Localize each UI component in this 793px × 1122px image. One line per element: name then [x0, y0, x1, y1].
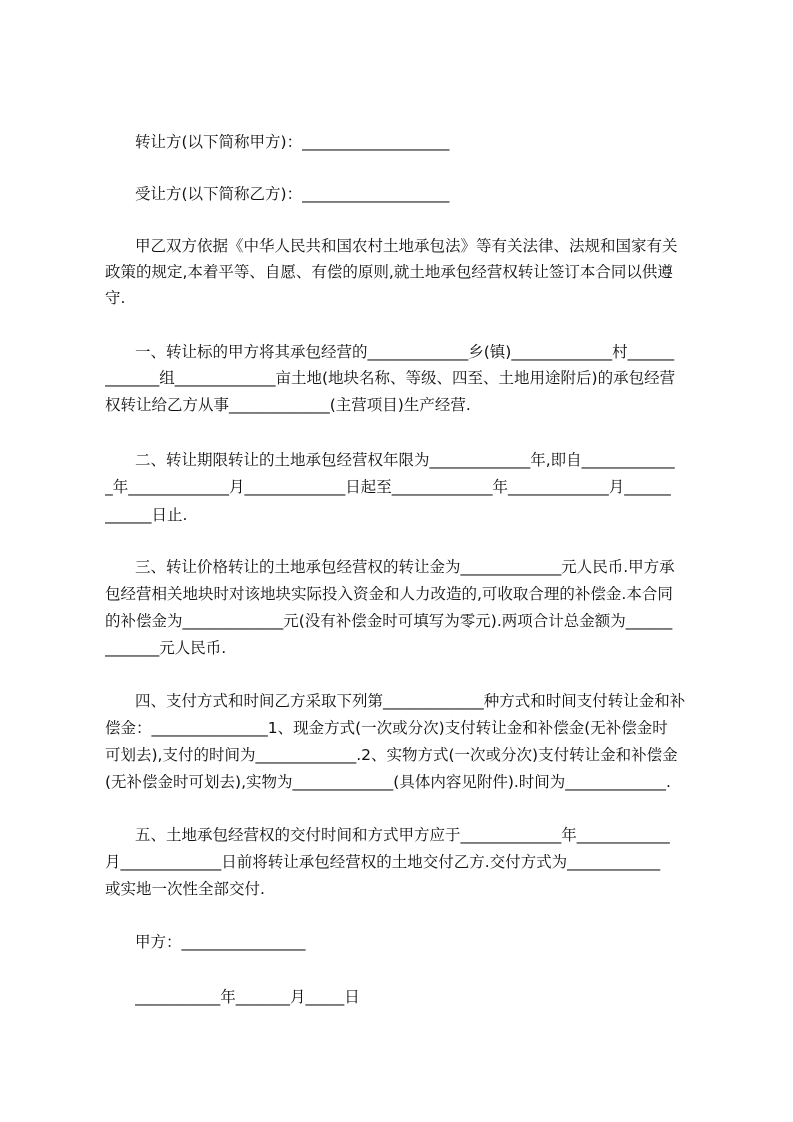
clause-3-line-1: 三、转让价格转让的土地承包经营权的转让金为_____________元人民币.甲方承 — [135, 558, 675, 576]
clause-1-line-1: 一、转让标的甲方将其承包经营的_____________乡(镇)_____________村______ — [135, 343, 675, 361]
preamble-line-3: 守. — [105, 289, 126, 307]
clause-1-line-3: 权转让给乙方从事_____________(主营项目)生产经营. — [105, 396, 471, 414]
clause-5-line-1: 五、土地承包经营权的交付时间和方式甲方应于_____________年____________ — [135, 826, 670, 844]
preamble-line-1: 甲乙双方依据《中华人民共和国农村土地承包法》等有关法律、法规和国家有关 — [135, 237, 678, 255]
clause-4-line-3: 可划去),支付的时间为_____________.2、实物方式(一次或分次)支付转让金和补偿金 — [105, 746, 678, 764]
clause-3-line-3: 的补偿金为_____________元(没有补偿金时可填写为零元).两项合计总金额为______ — [105, 612, 673, 630]
clause-2-line-3: ______日止. — [105, 506, 188, 524]
clause-1-line-2: _______组_____________亩土地(地块名称、等级、四至、土地用途附后)的承包经营 — [105, 369, 676, 387]
party-a-signature-line: 甲方：________________ — [135, 933, 306, 951]
clause-5-line-3: 或实地一次性全部交付. — [105, 880, 265, 898]
signature-date-line: ___________年_______月_____日 — [135, 988, 360, 1006]
clause-5-line-2: 月_____________日前将转让承包经营权的土地交付乙方.交付方式为____________ — [105, 853, 661, 871]
clause-3-line-4: _______元人民币. — [105, 639, 227, 657]
clause-4-line-1: 四、支付方式和时间乙方采取下列第_____________种方式和时间支付转让金和补 — [135, 692, 686, 710]
clause-4-line-2: 偿金：_______________1、现金方式(一次或分次)支付转让金和补偿金(无补偿金时 — [105, 719, 668, 737]
clause-4-line-4: (无补偿金时可划去),实物为_____________(具体内容见附件).时间为_____________. — [105, 773, 671, 791]
clause-3-line-2: 包经营相关地块时对该地块实际投入资金和人力改造的,可收取合理的补偿金.本合同 — [105, 585, 673, 603]
preamble-line-2: 政策的规定,本着平等、自愿、有偿的原则,就土地承包经营权转让签订本合同以供遵 — [105, 263, 673, 281]
clause-2-line-2: _年_____________月_____________日起至_____________年_____________月______ — [105, 478, 671, 496]
transferee-line: 受让方(以下简称乙方)：___________________ — [135, 185, 450, 203]
clause-2-line-1: 二、转让期限转让的土地承包经营权年限为_____________年,即自____________ — [135, 451, 675, 469]
transferor-line: 转让方(以下简称甲方)：___________________ — [135, 133, 450, 151]
